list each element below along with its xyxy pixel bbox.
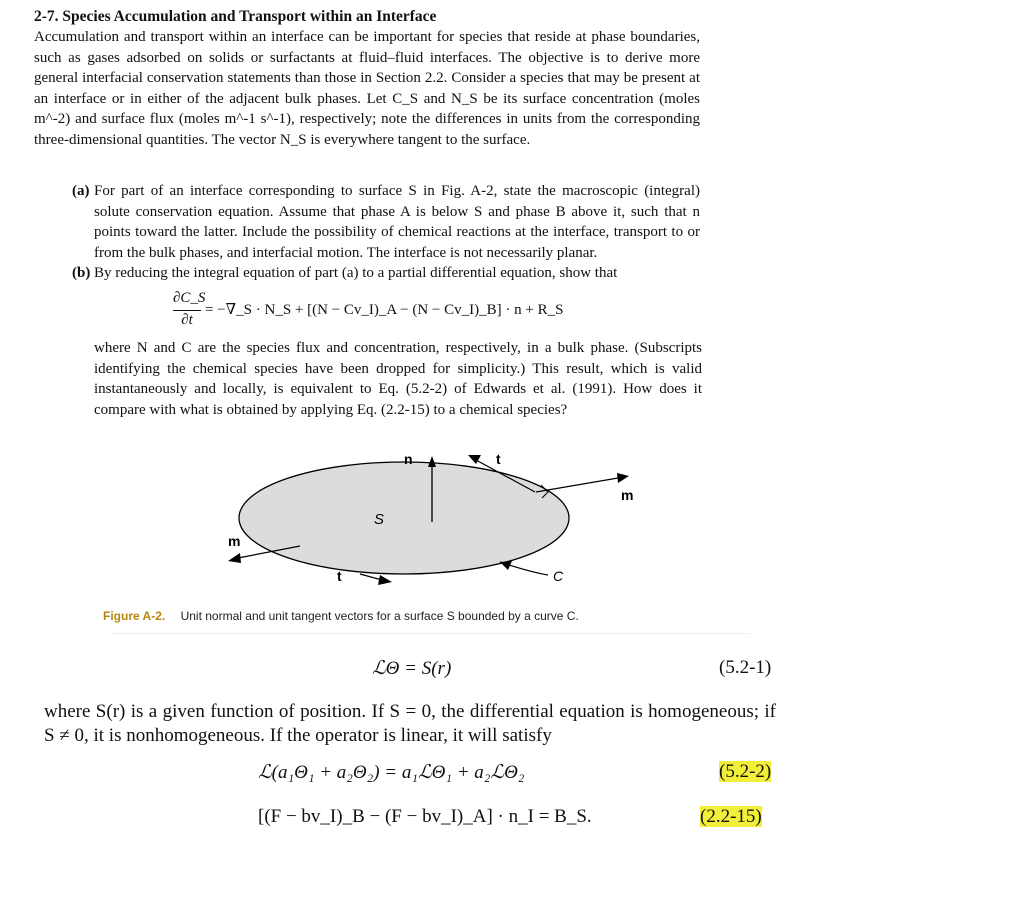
label-t-top: t <box>496 451 501 467</box>
equation-2-2-15: [(F − bv_I)_B − (F − bv_I)_A] · n_I = B_S. <box>258 806 592 827</box>
part-b-label: (b) <box>72 265 91 281</box>
eq-rhs: = −∇_S · N_S + [(N − Cv_I)_A − (N − Cv_I)_B] · n + R_S <box>205 302 564 318</box>
outward-left-arrowhead <box>228 553 241 563</box>
label-n: n <box>404 451 413 467</box>
tangent-bottom-arrowhead <box>378 575 392 585</box>
label-m-right: m <box>621 487 634 503</box>
label-s: S <box>374 511 385 528</box>
label-t-bottom: t <box>337 568 342 584</box>
surface-ellipse <box>239 462 569 574</box>
caption-label: Figure A-2. <box>103 609 166 623</box>
normal-arrowhead <box>428 456 436 467</box>
equations-paragraph: where S(r) is a given function of position. If S = 0, the differential equation is homogeneous; if S ≠ 0, it is nonhomogeneous. If the operator is linear, it will satisfy <box>44 701 776 746</box>
equation-5-2-2: ℒ(a₁Θ₁ + a₂Θ₂) = a₁ℒΘ₁ + a₂ℒΘ₂ <box>258 762 525 783</box>
tangent-top-arrowhead <box>468 455 481 464</box>
equation-5-2-2-number <box>719 761 771 783</box>
problem-title: 2-7. Species Accumulation and Transport within an Interface <box>34 8 437 25</box>
eq-2-2-15-label: (2.2-15) <box>700 806 762 827</box>
eq-denominator: ∂t <box>181 312 193 328</box>
figure-surface-diagram <box>200 440 660 600</box>
part-a-label: (a) <box>72 183 90 199</box>
eq-numerator: ∂C_S <box>173 290 206 306</box>
part-b-continuation: where N and C are the species flux and concentration, respectively, in a bulk phase. (Subscripts identifying the chemical species have been dropped for simplicity.) This result, which is valid instantaneously and locally, is equivalent to Eq. (5.2-2) of Edwards et al. (1991). How does it compare with what is obtained by applying Eq. (2.2-15) to a chemical species? <box>94 340 702 418</box>
label-m-left: m <box>228 533 241 549</box>
problem-intro: Accumulation and transport within an interface can be important for species that reside at phase boundaries, such as gases adsorbed on solids or surfactants at fluid–fluid interfaces. The objective is to derive more general interfacial conservation statements than those in Section 2.2. Consider a species that may be present at an interface or in either of the adjacent bulk phases. Let C_S and N_S be its surface concentration (moles m^-2) and surface flux (moles m^-1 s^-1), respectively; note the differences in units from the corresponding three-dimensional quantities. The vector N_S is everywhere tangent to the surface. <box>34 29 700 148</box>
divider <box>110 633 750 634</box>
caption-text: Unit normal and unit tangent vectors for a surface S bounded by a curve C. <box>180 609 579 623</box>
tangent-vector-bottom <box>360 574 382 580</box>
part-a <box>72 181 702 261</box>
label-c: C <box>553 568 564 584</box>
outward-right-arrowhead <box>617 473 629 483</box>
equation-2-2-15-number <box>700 806 762 828</box>
equation-5-2-1-number: (5.2-1) <box>719 657 772 678</box>
part-b <box>72 263 702 284</box>
outward-vector-right <box>536 478 618 492</box>
part-a-text: For part of an interface corresponding to surface S in Fig. A-2, state the macroscopic (integral) solute conservation equation. Assume that phase A is below S and phase B above it, such that n points toward the latter. Include the possibility of chemical reactions at the interface, transport to or from the bulk phases, and interfacial motion. The interface is not necessarily planar. <box>94 183 700 261</box>
eq-5-2-2-label: (5.2-2) <box>719 761 772 782</box>
equation-5-2-1: ℒΘ = S(r) <box>372 658 452 679</box>
part-b-text: By reducing the integral equation of part (a) to a partial differential equation, show that <box>94 265 618 281</box>
figure-caption <box>103 609 579 623</box>
